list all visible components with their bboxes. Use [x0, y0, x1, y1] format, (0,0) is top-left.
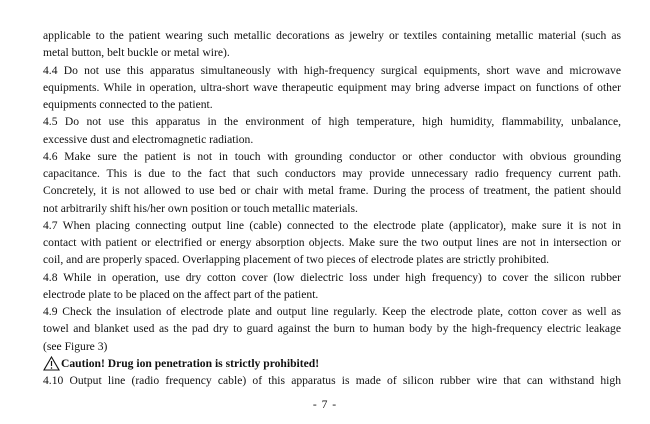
text-line: electrode plate to be placed on the affect part of the patient. — [43, 287, 319, 301]
warning-triangle-icon — [43, 356, 60, 371]
text-line: metal button, belt buckle or metal wire). — [43, 46, 230, 60]
text-line: applicable to the patient wearing such metallic decorations as jewelry or textiles containing metallic material (such as — [43, 29, 621, 42]
text-line: Concretely, it is not allowed to use bed or chair with metal frame. During the process of treatment, the patient should — [43, 184, 621, 198]
text-line: (see Figure 3) — [43, 339, 108, 353]
text-line: excessive dust and electromagnetic radiation. — [43, 132, 254, 146]
text-line: coil, and are properly spaced. Overlapping placement of two pieces of electrode plates are strictly prohibited. — [43, 253, 550, 267]
text-line: contact with patient or electrified or energy absorption objects. Make sure the two output lines are not in intersection or — [43, 236, 621, 249]
caution-text: Caution! Drug ion penetration is strictly prohibited! — [61, 356, 320, 370]
caution-line — [43, 355, 621, 372]
document-page — [43, 27, 621, 389]
text-line: 4.6 Make sure the patient is not in touch with grounding conductor or other conductor with obvious grounding — [43, 149, 621, 163]
text-line: equipments. While in operation, ultra-short wave therapeutic equipment may bring adverse impact on functions of other — [43, 80, 621, 94]
text-line: 4.8 While in operation, use dry cotton cover (low dielectric loss under high frequency) to cover the silicon rubber — [43, 270, 621, 284]
text-line: 4.4 Do not use this apparatus simultaneously with high-frequency surgical equipments, short wave and microwave — [43, 63, 621, 77]
text-line: 4.5 Do not use this apparatus in the environment of high temperature, high humidity, flammability, unbalance, — [43, 115, 621, 129]
page-number: - 7 - — [312, 398, 338, 411]
text-line: 4.7 When placing connecting output line (cable) connected to the electrode plate (applicator), make sure it is not in — [43, 218, 621, 232]
text-line: towel and blanket used as the pad dry to guard against the burn to human body by the high-frequency electric leakage — [43, 322, 621, 336]
text-line: 4.9 Check the insulation of electrode plate and output line regularly. Keep the electrode plate, cotton cover as well as — [43, 305, 621, 318]
text-line: 4.10 Output line (radio frequency cable) of this apparatus is made of silicon rubber wire that can withstand high — [43, 374, 621, 387]
text-line: not arbitrarily shift his/her own position or touch metallic materials. — [43, 201, 358, 215]
text-line: capacitance. This is due to the fact that such conductors may provide unnecessary radio frequency current path. — [43, 167, 621, 180]
text-line: equipments connected to the patient. — [43, 98, 213, 111]
